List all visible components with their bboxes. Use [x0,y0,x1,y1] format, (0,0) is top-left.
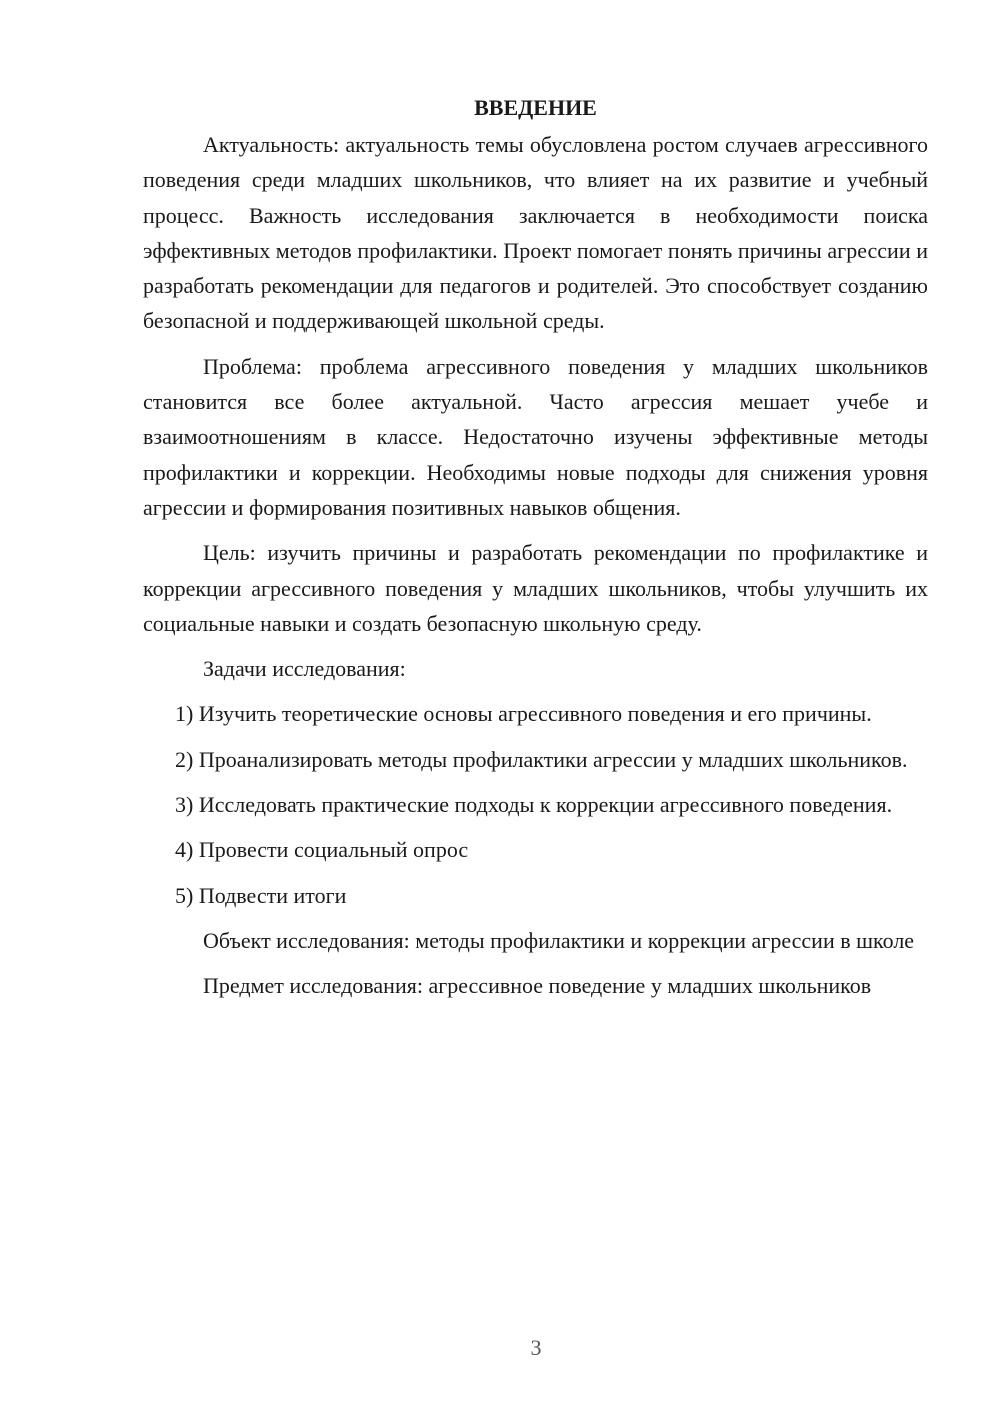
tasks-heading: Задачи исследования: [203,656,406,682]
goal-paragraph: Цель: изучить причины и разработать рекомендации по профилактике и коррекции агрессивного поведения у младших школьников, чтобы улучшить их социальные навыки и создать безопасную школьную среду. [143,540,928,636]
task-item-5: 5) Подвести итоги [175,882,347,908]
document-page [143,90,928,1014]
page-number: 3 [530,1335,542,1360]
section-heading: ВВЕДЕНИЕ [474,95,597,120]
research-object-paragraph: Объект исследования: методы профилактики и коррекции агрессии в школе [203,927,915,953]
research-subject-paragraph: Предмет исследования: агрессивное поведение у младших школьников [203,973,872,999]
task-item-4: 4) Провести социальный опрос [175,837,469,863]
task-item-1: 1) Изучить теоретические основы агрессивного поведения и его причины. [175,701,872,727]
problem-paragraph: Проблема: проблема агрессивного поведения у младших школьников становится все более актуальной. Часто агрессия мешает учебе и взаимоотношениям в классе. Недостаточно изучены эффективные методы профилактики и коррекции. Необходимы новые подходы для снижения уровня агрессии и формирования позитивных навыков общения. [143,353,928,520]
relevance-paragraph: Актуальность: актуальность темы обусловлена ростом случаев агрессивного поведения среди младших школьников, что влияет на их развитие и учебный процесс. Важность исследования заключается в необходимости поиска эффективных методов профилактики. Проект помогает понять причины агрессии и разработать рекомендации для педагогов и родителей. Это способствует созданию безопасной и поддерживающей школьной среды. [143,132,928,334]
task-item-2: 2) Проанализировать методы профилактики агрессии у младших школьников. [175,746,908,772]
task-item-3: 3) Исследовать практические подходы к коррекции агрессивного поведения. [175,792,893,818]
